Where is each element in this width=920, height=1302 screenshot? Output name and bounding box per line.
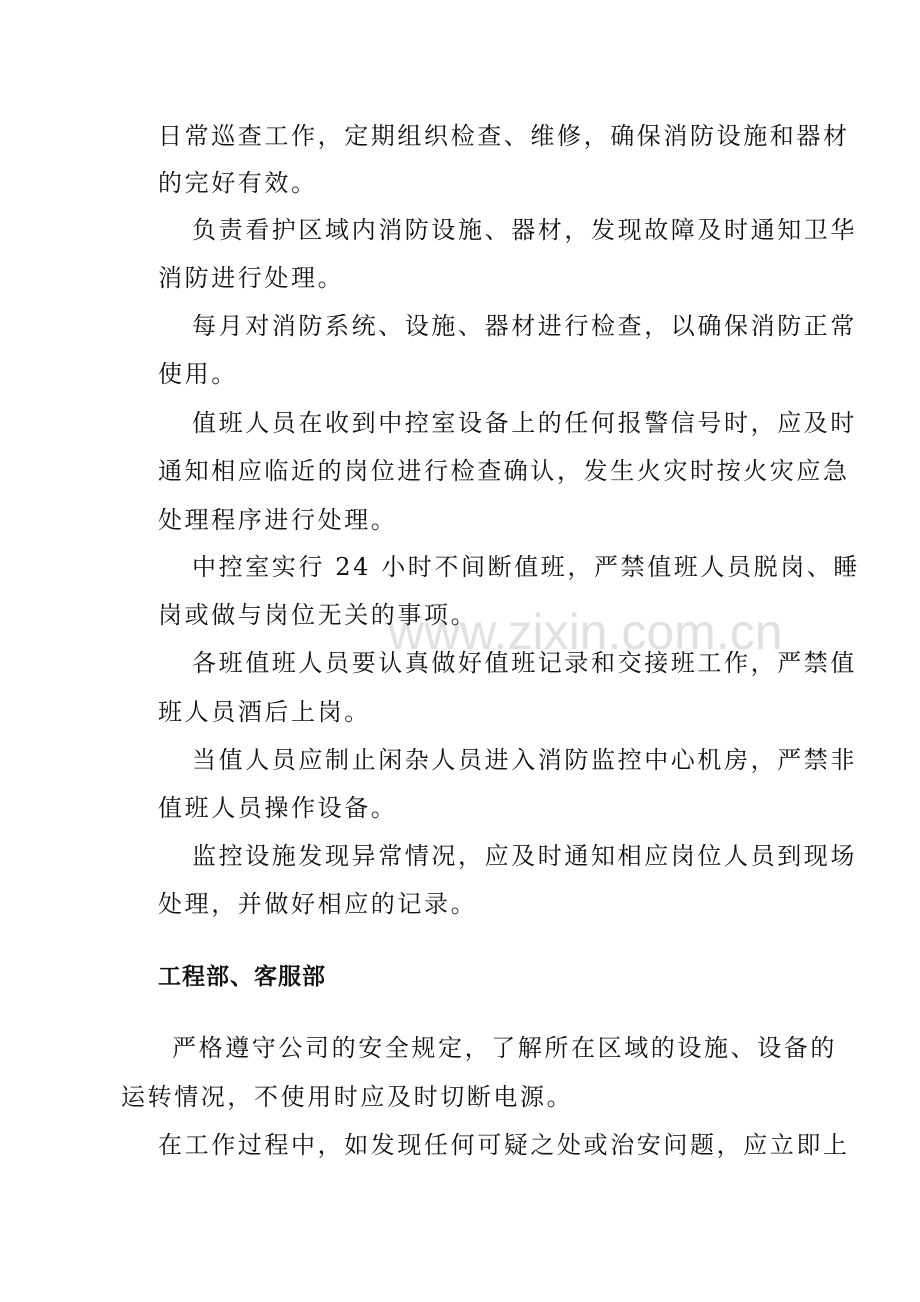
text-line: 各班值班人员要认真做好值班记录和交接班工作，严禁值: [192, 649, 857, 677]
text-line: 通知相应临近的岗位进行检查确认，发生火灾时按火灾应急: [158, 457, 850, 485]
text-line: 运转情况，不使用时应及时切断电源。: [121, 1083, 574, 1111]
text-line: 严格遵守公司的安全规定，了解所在区域的设施、设备的: [172, 1034, 837, 1062]
text-line: 值班人员在收到中控室设备上的任何报警信号时，应及时: [192, 409, 857, 437]
text-line: 在工作过程中，如发现任何可疑之处或治安问题，应立即上: [158, 1131, 850, 1159]
text-line: 使用。: [158, 360, 238, 388]
text-line: 处理程序进行处理。: [158, 506, 398, 534]
text-line: 班人员酒后上岗。: [158, 698, 371, 726]
text-line: 负责看护区域内消防设施、器材，发现故障及时通知卫华: [192, 216, 857, 244]
text-line: 岗或做与岗位无关的事项。: [158, 601, 478, 629]
section-heading: 工程部、客服部: [158, 964, 326, 990]
text-line: 值班人员操作设备。: [158, 794, 398, 822]
text-line: 当值人员应制止闲杂人员进入消防监控中心机房，严禁非: [192, 746, 857, 774]
text-line: 处理，并做好相应的记录。: [158, 890, 478, 918]
text-line: 每月对消防系统、设施、器材进行检查，以确保消防正常: [192, 312, 857, 340]
text-line: 中控室实行 24 小时不间断值班，严禁值班人员脱岗、睡: [192, 553, 860, 581]
text-line: 消防进行处理。: [158, 264, 345, 292]
text-line: 的完好有效。: [158, 169, 318, 197]
watermark: www.zixin.com.cn: [388, 604, 783, 660]
text-line: 监控设施发现异常情况，应及时通知相应岗位人员到现场: [192, 842, 857, 870]
text-line: 日常巡查工作，定期组织检查、维修，确保消防设施和器材: [158, 122, 850, 150]
